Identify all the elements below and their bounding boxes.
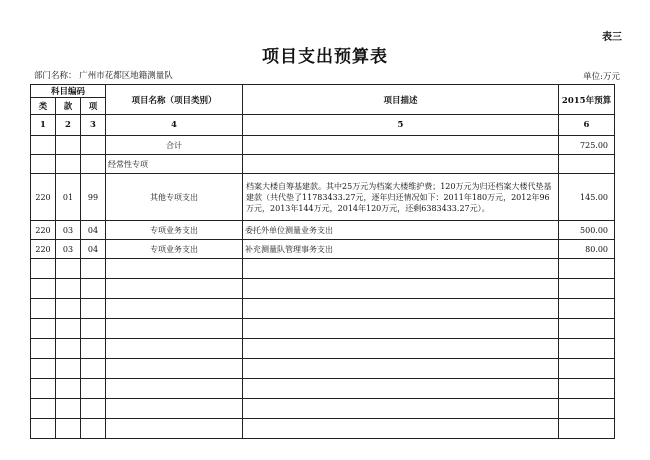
cell-kuan: 03 [56,221,81,240]
header-budget-2015: 2015年预算 [559,85,615,115]
table-row [31,240,615,259]
header-subject-code: 科目编码 [31,85,106,98]
department-name: 部门名称： 广州市花都区地籍测量队 [34,71,173,81]
index-cell: 1 [31,115,56,136]
index-cell: 2 [56,115,81,136]
unit-label: 单位:万元 [583,72,620,82]
cell-project-desc: 补充测量队管理事务支出 [243,240,559,259]
cell-project-desc: 委托外单位测量业务支出 [243,221,559,240]
cell-amount: 145.00 [559,174,615,221]
index-cell: 5 [243,115,559,136]
total-label: 合计 [106,136,243,155]
header-lei: 类 [31,98,56,115]
index-cell: 3 [81,115,106,136]
empty-row [31,279,615,299]
empty-row [31,379,615,399]
header-xiang: 项 [81,98,106,115]
cell-project-name: 专项业务支出 [106,240,243,259]
page-title: 项目支出预算表 [262,47,388,67]
table-number-label: 表三 [602,32,622,43]
column-index-row [31,115,615,136]
header-project-desc: 项目描述 [243,85,559,115]
index-cell: 4 [106,115,243,136]
table-row [31,221,615,240]
cell-xiang: 99 [81,174,106,221]
empty-row [31,399,615,419]
total-amount: 725.00 [559,136,615,155]
cell-kuan: 01 [56,174,81,221]
cell-amount: 80.00 [559,240,615,259]
cell-amount: 500.00 [559,221,615,240]
empty-row [31,299,615,319]
cell-lei: 220 [31,174,56,221]
empty-row [31,419,615,439]
cell-project-name: 专项业务支出 [106,221,243,240]
empty-row [31,359,615,379]
header-project-name: 项目名称（项目类别） [106,85,243,115]
empty-row [31,259,615,279]
index-cell: 6 [559,115,615,136]
table-row [31,174,615,221]
empty-row [31,319,615,339]
cell-project-desc: 档案大楼自筹基建款。其中25万元为档案大楼维护费；120万元为归还档案大楼代垫基建款（共代垫了11783433.27元，逐年归还情况如下：2011年180万元，2012年96万元，2013年144万元，2014年120万元，还剩6383433.27元）。 [243,174,559,221]
cell-xiang: 04 [81,240,106,259]
section-label: 经常性专项 [106,155,243,174]
section-row [31,155,615,174]
cell-lei: 220 [31,221,56,240]
header-kuan: 款 [56,98,81,115]
budget-table [30,84,615,439]
cell-kuan: 03 [56,240,81,259]
cell-lei: 220 [31,240,56,259]
cell-project-name: 其他专项支出 [106,174,243,221]
total-row [31,136,615,155]
empty-row [31,339,615,359]
cell-xiang: 04 [81,221,106,240]
